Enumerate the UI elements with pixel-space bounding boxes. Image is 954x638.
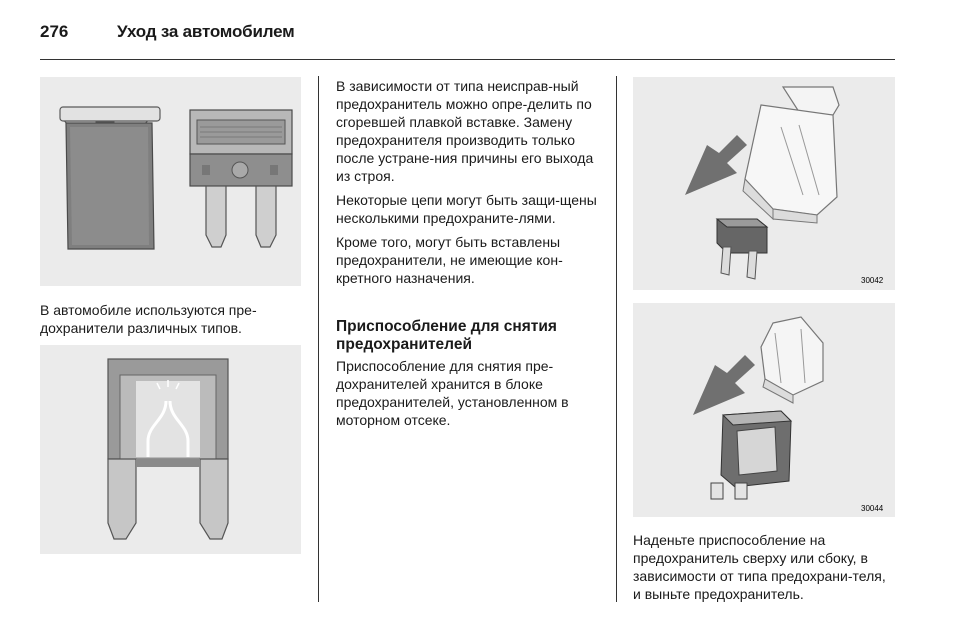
column-divider-2 [616,76,617,602]
fuse-puller-body: Приспособление для снятия пре-дохранителей хранится в блоке предохранителей, установленном в моторном отсеке. [336,358,569,428]
down-arrow-icon [685,135,747,195]
paragraph-multiple-fuses: Некоторые цепи могут быть защи-щены несколькими предохраните-лями. [336,192,597,226]
chapter-title: Уход за автомобилем [117,22,295,41]
blown-fuse-drawing [108,359,228,539]
paragraph-identification: В зависимости от типа неисправ-ный предохранитель можно опре-делить по сгоревшей плавкой вставке. Замену предохранителя производить только после устране-ния причины его выхода из строя. [336,78,594,184]
down-arrow-icon-2 [693,355,755,415]
maxi-fuse-drawing [711,411,791,499]
fuse-puller-mini-figure [633,77,895,290]
header-rule [40,59,895,60]
fuse-puller-heading: Приспособление для снятия предохранителей [336,318,557,353]
column-divider-1 [318,76,319,602]
fuse-puller-maxi-figure [633,303,895,517]
figure-code-30044: 30044 [861,504,884,513]
figure-code-30042: 30042 [861,276,884,285]
blown-fuse-figure [40,345,301,554]
mini-fuse-front-drawing [190,110,292,247]
puller-tool-drawing-2 [761,317,823,403]
page-number: 276 [40,22,69,41]
maxi-fuse-side-drawing [60,107,160,249]
mini-fuse-drawing [717,219,767,279]
fuse-types-figure [40,77,301,286]
fuse-puller-caption: Наденьте приспособление на предохранитель сверху или сбоку, в зависимости от типа предохрани-теля, и выньте предохранитель. [633,532,886,602]
column2-text [336,77,600,293]
fuse-types-caption: В автомобиле используются пре-дохранители различных типов. [40,302,257,336]
puller-tool-drawing [743,87,839,223]
paragraph-spare-fuses: Кроме того, могут быть вставлены предохранители, не имеющие кон-кретного назначения. [336,234,563,286]
